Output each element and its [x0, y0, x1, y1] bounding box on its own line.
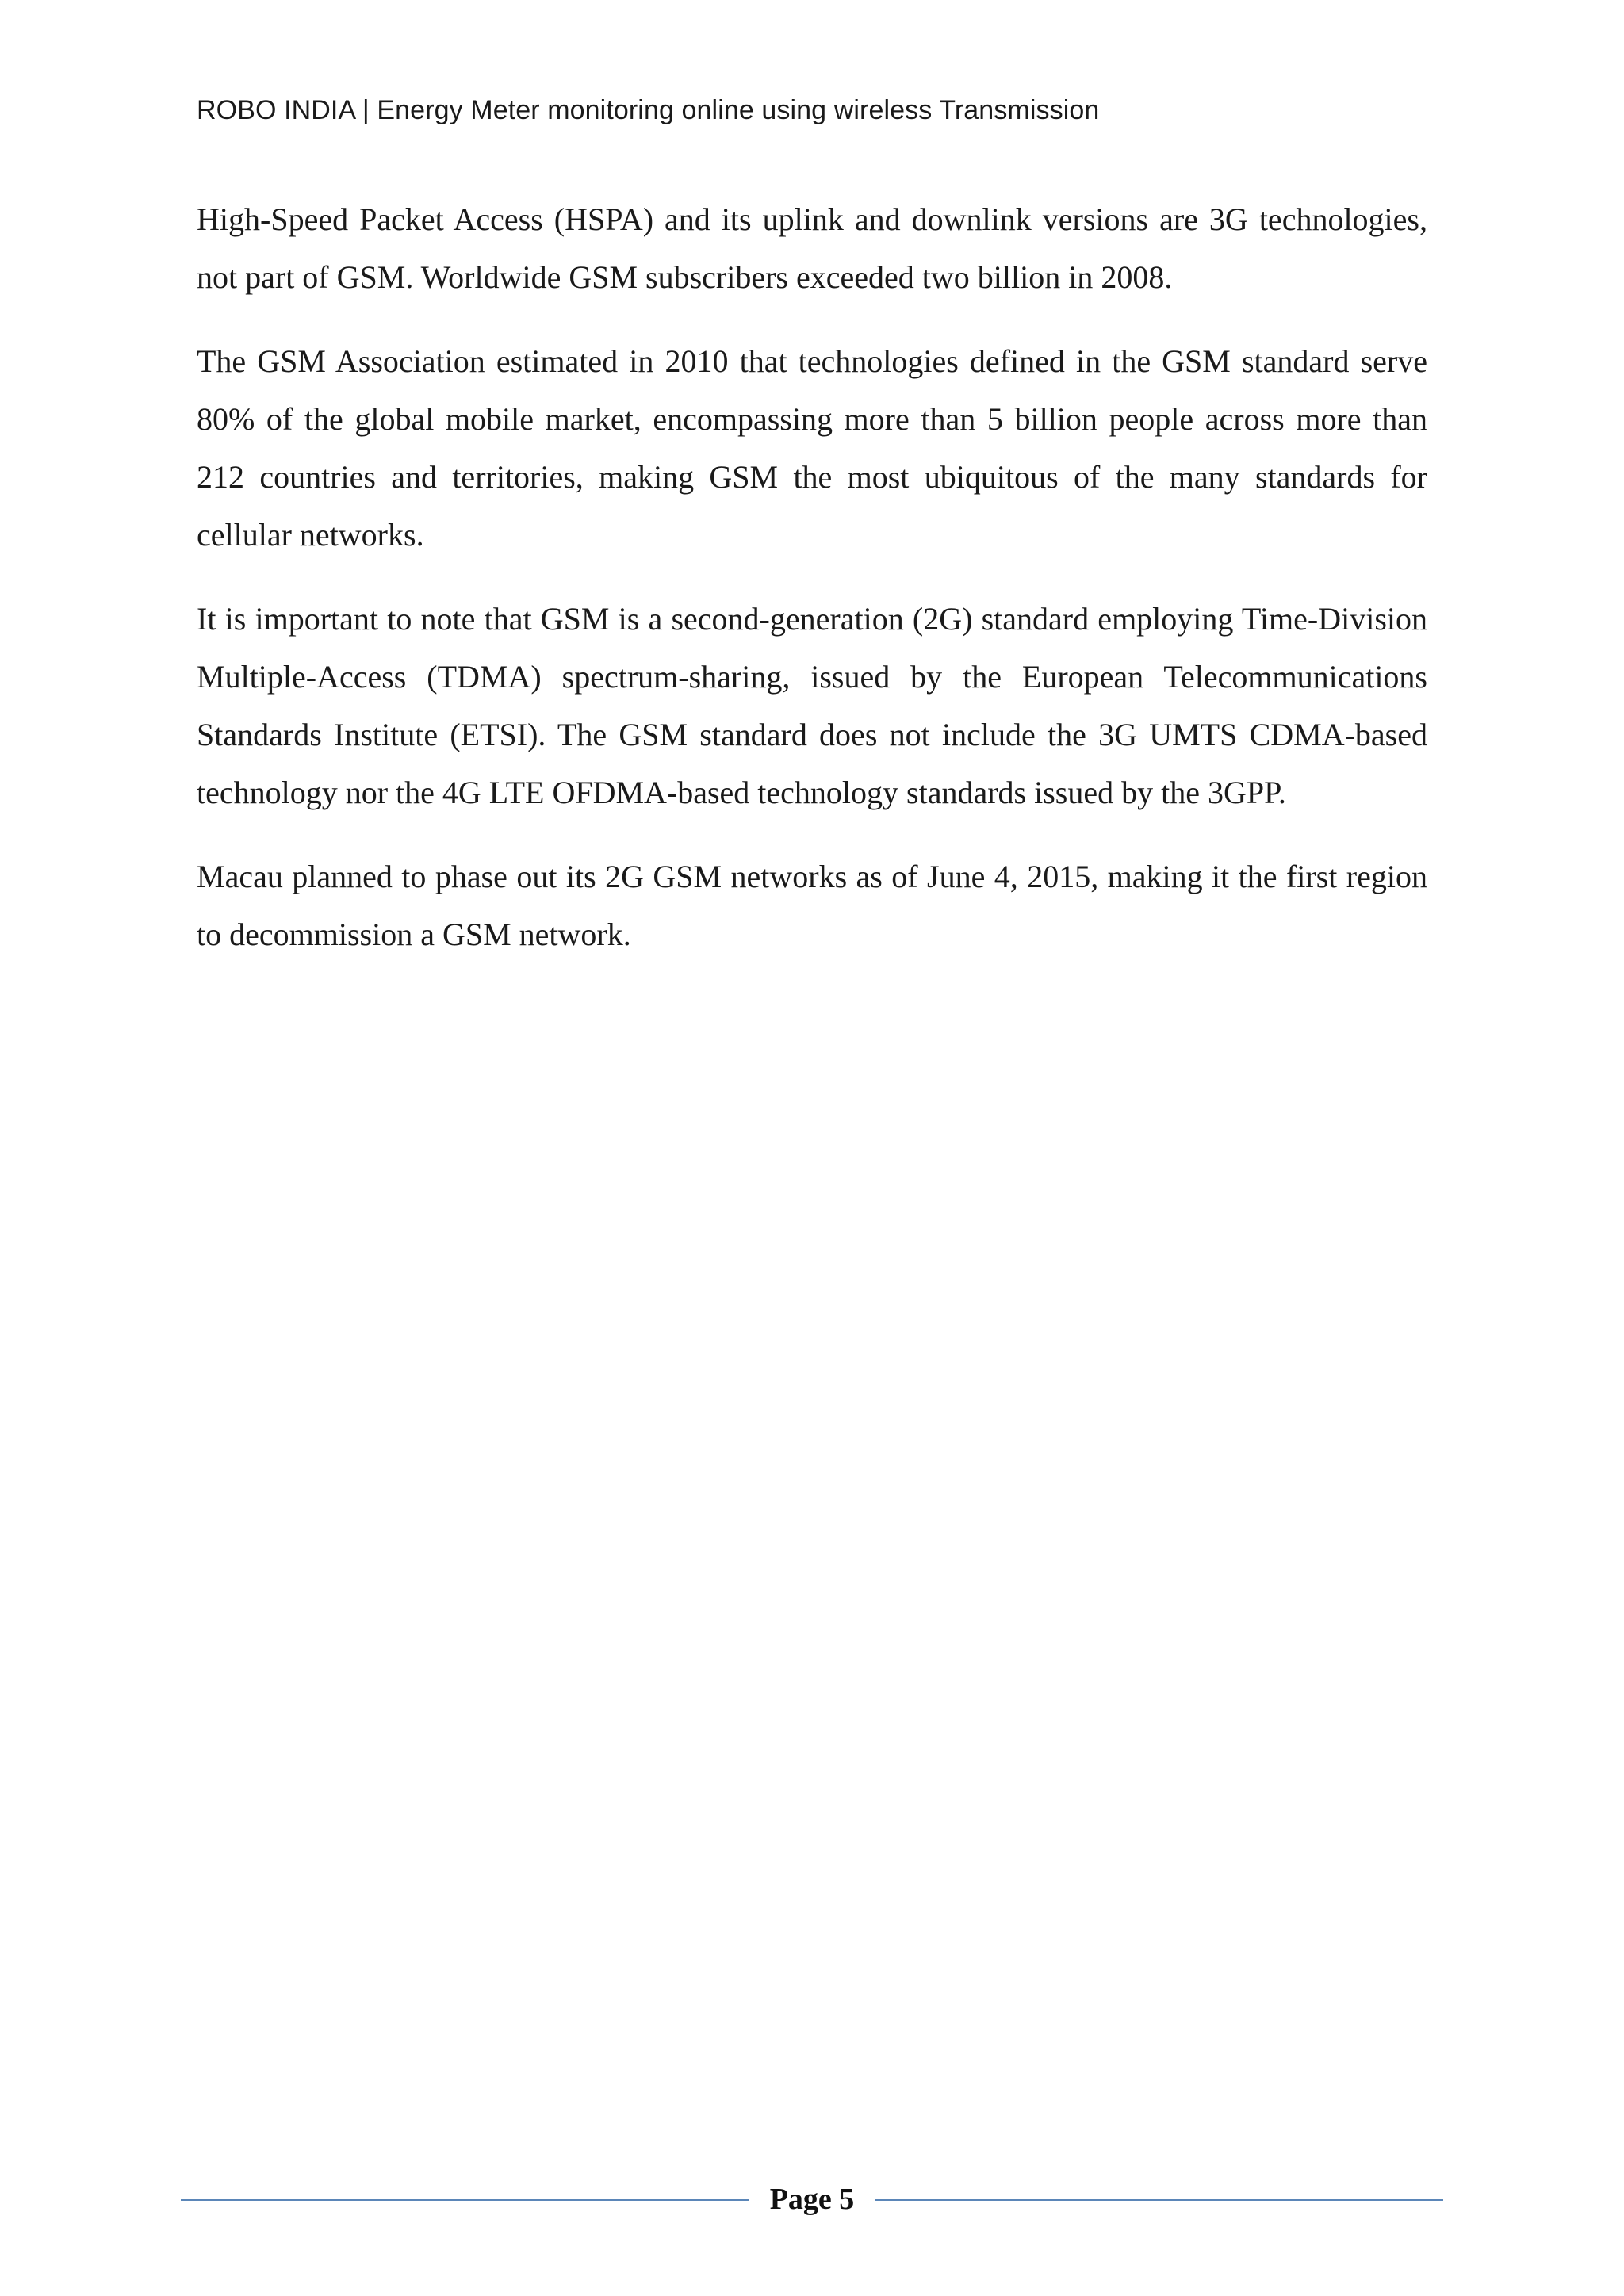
paragraph-gsm-2g-standard: It is important to note that GSM is a second-generation (2G) standard employing Time-Division Multiple-Access (TDMA) spectrum-sharing, issued by the European Telecommunications Standards Institute (ETSI). The GSM standard does not include the 3G UMTS CDMA-based technology nor the 4G LTE OFDMA-based technology standards issued by the 3GPP. — [197, 601, 1427, 810]
footer-rule-left — [181, 2199, 749, 2201]
paragraph-macau-phase-out: Macau planned to phase out its 2G GSM networks as of June 4, 2015, making it the first region to decommission a GSM network. — [197, 859, 1427, 952]
body-text — [197, 190, 1427, 989]
footer-rule-right — [875, 2199, 1443, 2201]
running-header: ROBO INDIA | Energy Meter monitoring online using wireless Transmission — [197, 95, 1100, 125]
page-number: Page 5 — [769, 2183, 855, 2216]
paragraph-gsm-association: The GSM Association estimated in 2010 that technologies defined in the GSM standard serve 80% of the global mobile market, encompassing more than 5 billion people across more than 212 countries and territories, making GSM the most ubiquitous of the many standards for cellular networks. — [197, 343, 1427, 553]
page-footer — [181, 2180, 1443, 2218]
paragraph-hspa: High-Speed Packet Access (HSPA) and its uplink and downlink versions are 3G technologies, not part of GSM. Worldwide GSM subscribers exceeded two billion in 2008. — [197, 201, 1427, 295]
